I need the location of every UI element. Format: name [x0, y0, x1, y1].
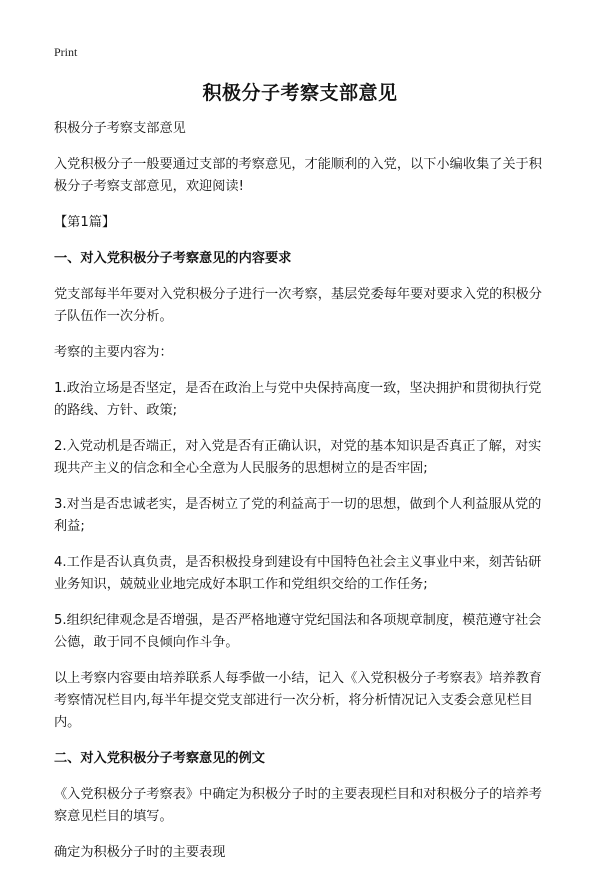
print-label: Print [54, 45, 78, 59]
page-title: 积极分子考察支部意见 [202, 82, 398, 104]
list-item-3: 3.对当是否忠诚老实，是否树立了党的利益高于一切的思想，做到个人利益服从党的利益; [54, 497, 542, 534]
body-paragraph: 《入党积极分子考察表》中确定为积极分子时的主要表现栏目和对积极分子的培养考察意见栏目的填写。 [54, 787, 542, 824]
part-marker: 【第1篇】 [54, 215, 116, 230]
body-paragraph: 党支部每半年要对入党积极分子进行一次考察，基层党委每年要对要求入党的积极分子队伍作一次分析。 [54, 287, 542, 324]
section-heading-1: 一、对入党积极分子考察意见的内容要求 [54, 251, 292, 266]
list-item-1: 1.政治立场是否坚定，是否在政治上与党中央保持高度一致，坚决拥护和贯彻执行党的路线、方针、政策; [54, 381, 542, 418]
intro-paragraph: 入党积极分子一般要通过支部的考察意见，才能顺利的入党，以下小编收集了关于积极分子考察支部意见，欢迎阅读! [54, 157, 542, 194]
body-paragraph: 以上考察内容要由培养联系人每季做一小结，记入《入党积极分子考察表》培养教育考察情况栏目内,每半年提交党支部进行一次分析，将分析情况记入支委会意见栏目内。 [54, 671, 542, 730]
body-paragraph: 考察的主要内容为： [54, 345, 173, 360]
list-item-5: 5.组织纪律观念是否增强，是否严格地遵守党纪国法和各项规章制度，模范遵守社会公德，敢于同不良倾向作斗争。 [54, 613, 542, 650]
list-item-4: 4.工作是否认真负责，是否积极投身到建设有中国特色社会主义事业中来，刻苦钻研业务知识，兢兢业业地完成好本职工作和党组织交给的工作任务; [54, 555, 542, 592]
document-body [54, 118, 554, 878]
list-item-2: 2.入党动机是否端正，对入党是否有正确认识，对党的基本知识是否真正了解，对实现共产主义的信念和全心全意为人民服务的思想树立的是否牢固; [54, 439, 542, 476]
subtitle-paragraph: 积极分子考察支部意见 [54, 121, 186, 136]
section-heading-2: 二、对入党积极分子考察意见的例文 [54, 751, 265, 766]
body-paragraph: 确定为积极分子时的主要表现 [54, 845, 226, 860]
